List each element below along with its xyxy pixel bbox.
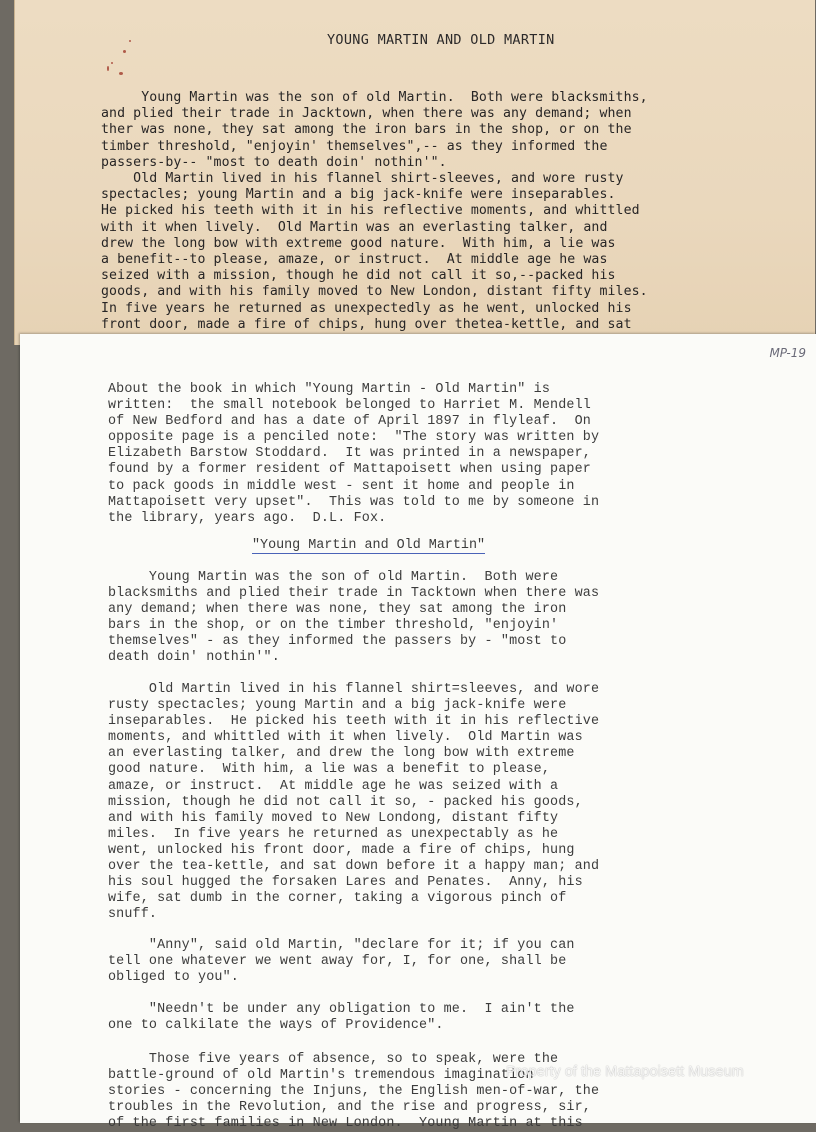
text-line: stories - concerning the Injuns, the English men-of-war, the: [108, 1084, 600, 1100]
text-line: themselves" - as they informed the passers by - "most to: [108, 634, 567, 650]
story-title: [252, 538, 485, 553]
story-paragraph-4: [108, 1002, 575, 1034]
text-line: miles. In five years he returned as unexpectably as he: [108, 826, 559, 842]
text-line: one to calkilate the ways of Providence".: [108, 1018, 444, 1034]
rust-stain: [111, 62, 113, 64]
text-line: snuff.: [108, 907, 158, 923]
front-typed-page: [20, 334, 816, 1132]
text-line: blacksmiths and plied their trade in Tacktown when there was: [108, 586, 600, 602]
text-line: good nature. With him, a lie was a benefit to please,: [108, 762, 551, 778]
text-line: and plied their trade in Jacktown, when there was any demand; when: [101, 106, 632, 122]
text-line: Mattapoisett very upset". This was told to me by someone in: [108, 494, 600, 510]
story-paragraph-1: [108, 570, 599, 667]
text-line: tell one whatever we went away for, I, for one, shall be: [108, 954, 567, 970]
back-page-title: YOUNG MARTIN AND OLD MARTIN: [327, 32, 555, 48]
text-line: Those five years of absence, so to speak, were the: [108, 1052, 559, 1067]
text-line: "Anny", said old Martin, "declare for it; if you can: [108, 938, 575, 953]
text-line: front door, made a fire of chips, hung over thetea-kettle, and sat: [101, 316, 632, 332]
text-line: any demand; when there was none, they sat among the iron: [108, 602, 567, 618]
text-line: of the first families in New London. Young Martin at this: [108, 1116, 583, 1132]
text-line: Elizabeth Barstow Stoddard. It was printed in a newspaper,: [108, 446, 591, 462]
text-line: spectacles; young Martin and a big jack-knife were inseparables.: [101, 187, 616, 203]
text-line: over the tea-kettle, and sat down before it a happy man; and: [108, 859, 600, 875]
text-line: written: the small notebook belonged to Harriet M. Mendell: [108, 398, 591, 414]
text-line: inseparables. He picked his teeth with it in his reflective: [108, 714, 600, 730]
text-line: timber threshold, "enjoyin' themselves",-- as they informed the: [101, 138, 608, 154]
text-line: death doin' nothin'".: [108, 650, 280, 666]
text-line: amaze, or instruct. At middle age he was seized with a: [108, 778, 559, 794]
text-line: seized with a mission, though he did not call it so,--packed his: [101, 268, 616, 284]
text-line: Old Martin lived in his flannel shirt=sleeves, and wore: [108, 682, 600, 697]
text-line: He picked his teeth with it in his reflective moments, and whittled: [101, 203, 640, 219]
text-line: troubles in the Revolution, and the rise and progress, sir,: [108, 1100, 591, 1116]
back-typed-page: [14, 0, 815, 345]
text-line: mission, though he did not call it so, - packed his goods,: [108, 794, 583, 810]
text-line: battle-ground of old Martin's tremendous imagination: [108, 1068, 534, 1084]
text-line: opposite page is a penciled note: "The story was written by: [108, 430, 600, 446]
rust-stain: [119, 72, 123, 75]
text-line: drew the long bow with extreme good nature. With him, a lie was: [101, 235, 616, 251]
text-line: "Needn't be under any obligation to me. I ain't the: [108, 1002, 575, 1017]
text-line: found by a former resident of Mattapoisett when using paper: [108, 462, 591, 478]
text-line: wife, sat dumb in the corner, taking a vigorous pinch of: [108, 891, 567, 907]
text-line: to pack goods in middle west - sent it home and people in: [108, 478, 575, 494]
text-line: obliged to you".: [108, 970, 239, 986]
rust-stain: [123, 50, 126, 53]
text-line: rusty spectacles; young Martin and a big jack-knife were: [108, 698, 567, 714]
text-line: a benefit--to please, amaze, or instruct. At middle age he was: [101, 252, 608, 268]
page-number: MP-19: [769, 346, 806, 360]
text-line: of New Bedford and has a date of April 1897 in flyleaf. On: [108, 414, 591, 430]
text-line: bars in the shop, or on the timber threshold, "enjoyin': [108, 618, 559, 634]
text-line: About the book in which "Young Martin - Old Martin" is: [108, 382, 551, 397]
story-title-text: "Young Martin and Old Martin": [252, 538, 486, 553]
museum-watermark: Property of the Mattapoisett Museum: [506, 1064, 744, 1080]
text-line: the library, years ago. D.L. Fox.: [108, 510, 387, 526]
text-line: an everlasting talker, and drew the long bow with extreme: [108, 746, 575, 762]
text-line: passers-by-- "most to death doin' nothin'".: [101, 154, 447, 170]
text-line: went, unlocked his front door, made a fire of chips, hung: [108, 842, 575, 858]
rust-stain: [107, 66, 109, 71]
intro-paragraph: [108, 382, 599, 527]
back-page-text: [101, 90, 648, 333]
text-line: Old Martin lived in his flannel shirt-sleeves, and wore rusty: [101, 171, 624, 187]
text-line: and with his family moved to New Londong, distant fifty: [108, 810, 559, 826]
text-line: moments, and whittled with it when lively. Old Martin was: [108, 730, 583, 746]
rust-stain: [129, 40, 131, 42]
text-line: goods, and with his family moved to New London, distant fifty miles.: [101, 284, 648, 300]
text-line: with it when lively. Old Martin was an everlasting talker, and: [101, 219, 608, 235]
text-line: In five years he returned as unexpectedly as he went, unlocked his: [101, 300, 632, 316]
text-line: Young Martin was the son of old Martin. Both were: [108, 570, 559, 585]
text-line: his soul hugged the forsaken Lares and Penates. Anny, his: [108, 875, 583, 891]
text-line: Young Martin was the son of old Martin. Both were blacksmiths,: [101, 90, 648, 105]
story-paragraph-2: [108, 682, 599, 923]
text-line: ther was none, they sat among the iron bars in the shop, or on the: [101, 122, 632, 138]
story-paragraph-3: [108, 938, 575, 986]
